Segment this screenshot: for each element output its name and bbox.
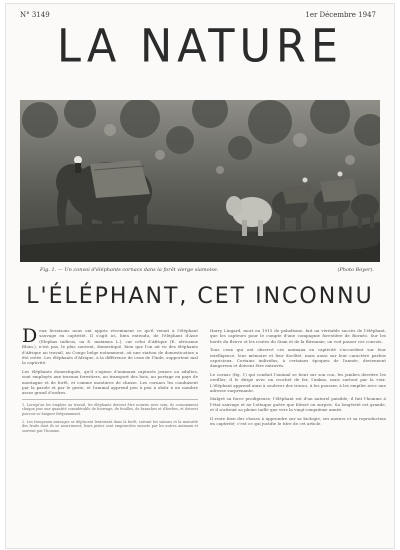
photo-caption — [22, 266, 378, 275]
page-header — [14, 11, 386, 21]
elephant-photo — [20, 100, 380, 262]
article-title: L'ÉLÉPHANT, CET INCONNU — [26, 284, 374, 309]
caption-text: Fig. 1. — Un convoi d'éléphants cornacs dans la forêt vierge siamoise. — [40, 267, 219, 273]
article-column-left — [22, 328, 198, 543]
article-column-right — [210, 328, 386, 543]
paragraph: Malgré sa force prodigieuse, l'éléphant est d'un naturel paisible; il fuit l'homme à l'état sauvage et ne l'attaque guère que blessé ou surpris. Sa longévité est grande, et il n'atteint sa pleine taille que vers la vingt-cinquième année. — [210, 396, 386, 413]
paragraph: Deux livraisons nous ont appris récemment ce qu'il venait à l'éléphant sauvage en captivité. Il s'agit ici, bien entendu, de l'éléphant d'Asie (Elephas indicus, ou E. maximus L.), car celui d'Afrique (E. africanus Blum.), n'est pas, le plus souvent, domestiqué, bien que l'on ait vu des éléphants d'Afrique au travail, au Congo belge notamment, où une station de domestication a été créée. Les éléphants d'Afrique, à la différence de ceux de l'Inde, supportent mal la captivité. — [22, 328, 198, 366]
footnote: 2. Les troupeaux sauvages se déplacent lentement dans la forêt, suivant les saisons et la maturité des fruits dont ils se nourrissent; leurs pistes sont empruntées ensuite par les autres animaux et souvent par l'homme. — [22, 419, 198, 433]
issue-number: N° 3149 — [20, 11, 50, 19]
footnote: 1. Lorsqu'on les emploie au travail, les éléphants doivent être nourris avec soin; ils consomment chaque jour une quantité considérable de fourrage, de feuilles, de branches et d'herbes, et doivent pouvoir se baigner fréquemment. — [22, 402, 198, 417]
photo-credit: (Photo Boyer). — [337, 267, 374, 273]
paragraph: Tous ceux qui ont observé ces animaux en captivité s'accordent sur leur intelligence, leur mémoire et leur docilité, mais aussi sur leur caractère parfois capricieux. Certains individus, à certaines époques de l'année, deviennent dangereux et doivent être entravés. — [210, 347, 386, 369]
elephant-convoy-illustration — [20, 100, 380, 262]
footnote-divider — [22, 399, 198, 400]
paragraph: Les éléphants domestiqués, qu'il s'agisse d'animaux capturés jeunes ou adultes, sont employés aux travaux forestiers, au transport des bois, au portage en pays de montagne et de forêt, et comme montures de chasse. Les cornacs les conduisent par la parole et par le geste, et l'animal apprend peu à peu à obéir à un nombre assez grand d'ordres. — [22, 368, 198, 396]
masthead-title: LA NATURE — [56, 20, 344, 74]
paragraph: Harry Lingard, mort en 1915 de paludisme, fait un véritable succès de l'éléphant, que les capteurs pour le compte d'une compagnie forestière de Bornéo. Sur les bords du fleuve et les routes du Siam et de la Birmanie, on voit passer ces convois. — [210, 328, 386, 344]
paragraph: Il reste bien des choses à apprendre sur sa biologie, ses mœurs et sa reproduction en captivité; c'est ce qui justifie le titre de cet article. — [210, 415, 386, 427]
paragraph: Le cornac (fig. 1) qui conduit l'animal se tient sur son cou, les jambes derrière les oreilles; il le dirige avec un crochet de fer, l'ankus, mais surtout par la voix. L'éléphant apprend ainsi à soulever des troncs, à les pousser, à les empiler avec une adresse surprenante. — [210, 371, 386, 394]
issue-date: 1er Décembre 1947 — [305, 11, 376, 19]
page — [6, 4, 394, 548]
drop-cap: D — [22, 328, 38, 347]
